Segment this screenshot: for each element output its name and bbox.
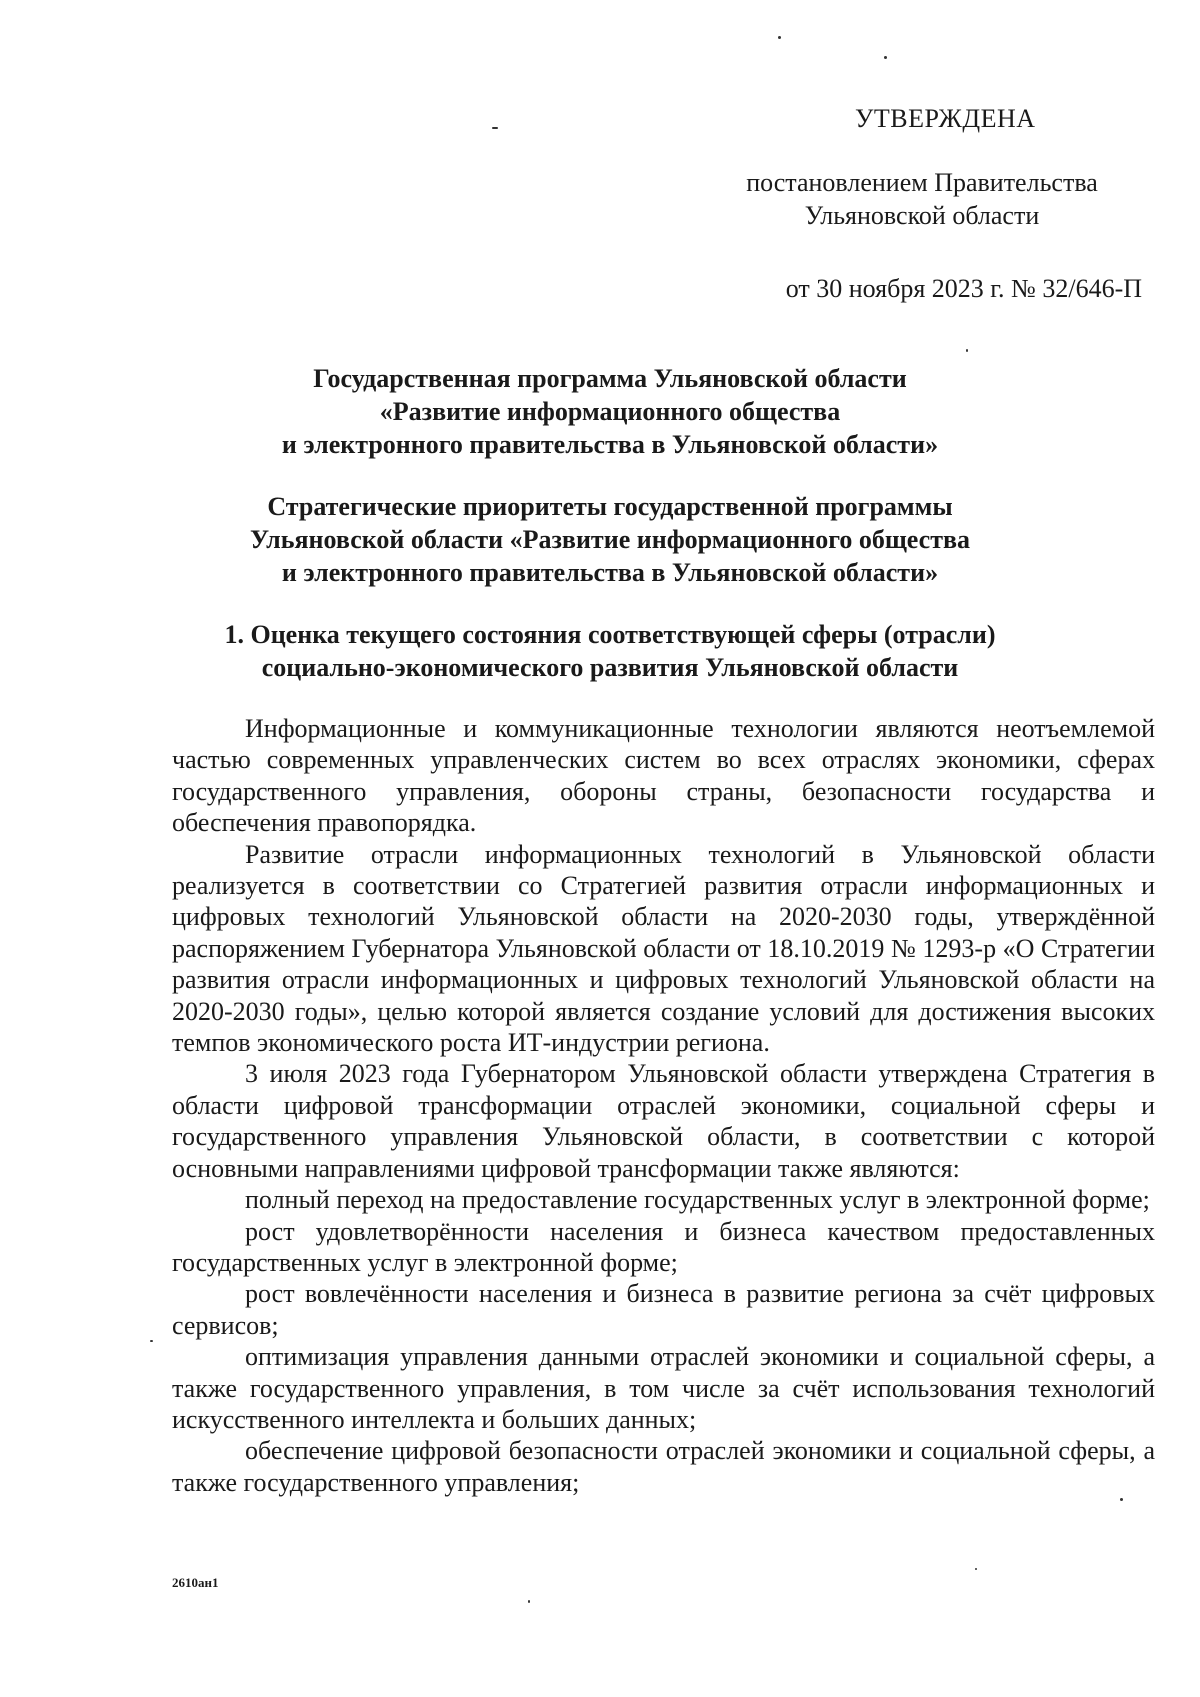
body-text: [172, 713, 1155, 1498]
approval-date: от 30 ноября 2023 г. № 32/646-П: [785, 274, 1142, 303]
approval-authority-line: Ульяновской области: [804, 201, 1040, 230]
scan-speck: [492, 127, 498, 129]
program-title-line: и электронного правительства в Ульяновской области»: [281, 430, 939, 459]
scan-speck: [1120, 1498, 1123, 1501]
scan-speck: [966, 349, 968, 352]
paragraph: 3 июля 2023 года Губернатором Ульяновской области утверждена Стратегия в области цифровой трансформации отраслей экономики, социальной сферы и государственного управления Ульяновской области, в соответствии с которой основными направлениями цифровой трансформации также являются:: [172, 1059, 1155, 1183]
priorities-title-line: и электронного правительства в Ульяновской области»: [281, 558, 939, 587]
paragraph: Развитие отрасли информационных технологий в Ульяновской области реализуется в соответствии со Стратегией развития отрасли информационных и цифровых технологий Ульяновской области на 2020-2030 годы, утверждённой распоряжением Губернатора Ульяновской области от 18.10.2019 № 1293-р «О Стратегии развития отрасли информационных и цифровых технологий Ульяновской области на 2020-2030 годы», целью которой является создание условий для достижения высоких темпов экономического роста ИТ-индустрии региона.: [172, 839, 1155, 1058]
program-title-line: «Развитие информационного общества: [379, 397, 841, 426]
list-item: рост удовлетворённости населения и бизнеса качеством предоставленных государственных услуг в электронной форме;: [172, 1216, 1155, 1277]
paragraph: Информационные и коммуникационные технологии являются неотъемлемой частью современных управленческих систем во всех отраслях экономики, сферах государственного управления, обороны страны, безопасности государства и обеспечения правопорядка.: [172, 714, 1155, 838]
document-code: 2610ан1: [172, 1575, 219, 1590]
priorities-title-line: Ульяновской области «Развитие информационного общества: [249, 525, 971, 554]
section-title-line: 1. Оценка текущего состояния соответствующей сферы (отрасли): [224, 620, 996, 649]
scan-speck: [884, 56, 887, 59]
priorities-title-line: Стратегические приоритеты государственной программы: [267, 492, 953, 521]
list-item: обеспечение цифровой безопасности отраслей экономики и социальной сферы, а также государственного управления;: [172, 1436, 1155, 1497]
scan-speck: [778, 36, 781, 39]
program-title: [60, 362, 1160, 461]
section-title-line: социально-экономического развития Ульяновской области: [261, 653, 959, 682]
program-title-line: Государственная программа Ульяновской области: [313, 364, 907, 393]
scan-speck: [150, 1340, 153, 1342]
priorities-title: [60, 490, 1160, 589]
approval-authority: [702, 166, 1142, 232]
approval-stamp-title: УТВЕРЖДЕНА: [855, 104, 1036, 133]
list-item: оптимизация управления данными отраслей экономики и социальной сферы, а также государственного управления, в том числе за счёт использования технологий искусственного интеллекта и больших данных;: [172, 1342, 1155, 1434]
approval-authority-line: постановлением Правительства: [746, 168, 1098, 197]
list-item: полный переход на предоставление государственных услуг в электронной форме;: [245, 1185, 1150, 1215]
section-title: [60, 618, 1160, 684]
scan-speck: [975, 1568, 977, 1570]
scan-speck: [528, 1600, 530, 1603]
list-item: рост вовлечённости населения и бизнеса в развитие региона за счёт цифровых сервисов;: [172, 1279, 1155, 1340]
